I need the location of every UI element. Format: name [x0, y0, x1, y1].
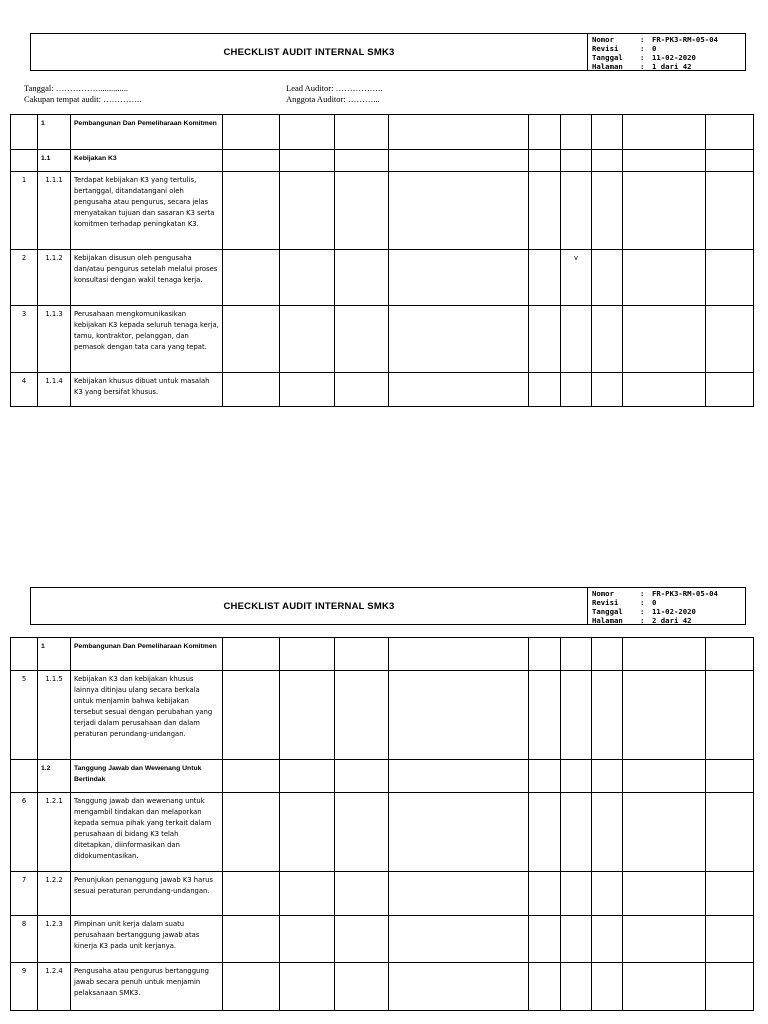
section-row — [11, 115, 754, 150]
table-row — [11, 172, 754, 250]
item-text: Pimpinan unit kerja dalam suatu perusahaan bertanggung jawab atas kinerja K3 pada unit kerjanya. — [71, 916, 223, 963]
item-number: 8 — [11, 916, 38, 963]
audit-date-field: Tanggal: …………….............. — [24, 83, 128, 93]
item-text: Kebijakan K3 dan kebijakan khusus lainnya ditinjau ulang secara berkala untuk menjamin bahwa kebijakan tersebut sesuai dengan perubahan yang terjadi dalam perusahaan dan dalam peraturan perundang-undangan. — [71, 671, 223, 760]
halaman-value: 2 dari 42 — [652, 616, 692, 625]
item-number: 3 — [11, 306, 38, 373]
section-title: Pembangunan Dan Pemeliharaan Komitmen — [71, 115, 223, 150]
subsection-code: 1.2 — [38, 760, 71, 793]
section-row — [11, 638, 754, 671]
check-mark[interactable] — [561, 872, 592, 916]
check-mark[interactable] — [561, 306, 592, 373]
item-code: 1.1.2 — [38, 250, 71, 306]
halaman-label: Halaman — [592, 62, 623, 71]
revisi-value: 0 — [652, 598, 657, 607]
item-code: 1.1.1 — [38, 172, 71, 250]
document-meta: Nomor : FR-PK3-RM-05-04 Revisi : 0 Tanggal : 11-02-2020 Halaman : 2 dari 42 — [587, 588, 745, 624]
document-title: CHECKLIST AUDIT INTERNAL SMK3 — [223, 600, 395, 612]
checklist-table-2 — [10, 637, 754, 1011]
item-code: 1.2.3 — [38, 916, 71, 963]
item-code: 1.2.4 — [38, 963, 71, 1011]
nomor-value: FR-PK3-RM-05-04 — [652, 589, 718, 598]
table-row — [11, 793, 754, 872]
item-code: 1.1.3 — [38, 306, 71, 373]
audit-member-field: Anggota Auditor: ………... — [286, 94, 380, 104]
check-mark[interactable] — [561, 172, 592, 250]
item-text: Pengusaha atau pengurus bertanggung jawab secara penuh untuk menjamin pelaksanaan SMK3. — [71, 963, 223, 1011]
item-number: 1 — [11, 172, 38, 250]
document-header — [30, 587, 746, 625]
table-row — [11, 671, 754, 760]
section-code: 1 — [38, 638, 71, 671]
item-text: Tanggung jawab dan wewenang untuk mengambil tindakan dan melaporkan kepada semua pihak yang terkait dalam perusahaan di bidang K3 telah ditetapkan, diinformasikan dan didokumentasikan. — [71, 793, 223, 872]
halaman-label: Halaman — [592, 616, 623, 625]
item-text: Perusahaan mengkomunikasikan kebijakan K3 kepada seluruh tenaga kerja, tamu, kontraktor, pelanggan, dan pemasok dengan tata cara yang tepat. — [71, 306, 223, 373]
item-number: 7 — [11, 872, 38, 916]
table-row — [11, 373, 754, 407]
item-code: 1.1.5 — [38, 671, 71, 760]
section-code: 1 — [38, 115, 71, 150]
item-text: Penunjukan penanggung jawab K3 harus sesuai peraturan perundang-undangan. — [71, 872, 223, 916]
check-mark[interactable] — [561, 916, 592, 963]
subsection-row — [11, 760, 754, 793]
revisi-label: Revisi — [592, 44, 619, 53]
nomor-label: Nomor — [592, 589, 614, 598]
item-text: Kebijakan khusus dibuat untuk masalah K3 yang bersifat khusus. — [71, 373, 223, 407]
revisi-value: 0 — [652, 44, 657, 53]
table-row — [11, 872, 754, 916]
item-number: 2 — [11, 250, 38, 306]
item-text: Terdapat kebijakan K3 yang tertulis, bertanggal, ditandatangani oleh pengusaha atau pengurus, secara jelas menyatakan tujuan dan sasaran K3 serta komitmen terhadap peningkatan K3. — [71, 172, 223, 250]
tanggal-label: Tanggal — [592, 607, 623, 616]
item-number: 6 — [11, 793, 38, 872]
subsection-title: Kebijakan K3 — [71, 150, 223, 172]
tanggal-value: 11-02-2020 — [652, 607, 696, 616]
tanggal-value: 11-02-2020 — [652, 53, 696, 62]
item-code: 1.2.1 — [38, 793, 71, 872]
document-meta: Nomor : FR-PK3-RM-05-04 Revisi : 0 Tanggal : 11-02-2020 Halaman : 1 dari 42 — [587, 34, 745, 70]
item-number: 4 — [11, 373, 38, 407]
audit-scope-field: Cakupan tempat audit: ………….. — [24, 94, 142, 104]
table-row — [11, 250, 754, 306]
check-mark[interactable] — [561, 671, 592, 760]
checklist-page-2 — [0, 560, 768, 1024]
nomor-value: FR-PK3-RM-05-04 — [652, 35, 718, 44]
nomor-label: Nomor — [592, 35, 614, 44]
item-number: 9 — [11, 963, 38, 1011]
document-title: CHECKLIST AUDIT INTERNAL SMK3 — [223, 46, 395, 58]
table-row — [11, 306, 754, 373]
item-code: 1.1.4 — [38, 373, 71, 407]
revisi-label: Revisi — [592, 598, 619, 607]
document-header — [30, 33, 746, 71]
subsection-title: Tanggung Jawab dan Wewenang Untuk Bertindak — [71, 760, 223, 793]
check-mark[interactable]: v — [561, 250, 592, 306]
check-mark[interactable] — [561, 373, 592, 407]
check-mark[interactable] — [561, 793, 592, 872]
subsection-row — [11, 150, 754, 172]
subsection-code: 1.1 — [38, 150, 71, 172]
table-row — [11, 963, 754, 1011]
item-number: 5 — [11, 671, 38, 760]
item-code: 1.2.2 — [38, 872, 71, 916]
item-text: Kebijakan disusun oleh pengusaha dan/atau pengurus setelah melalui proses konsultasi dengan wakil tenaga kerja. — [71, 250, 223, 306]
table-row — [11, 916, 754, 963]
section-title: Pembangunan Dan Pemeliharaan Komitmen — [71, 638, 223, 671]
checklist-table-1 — [10, 114, 754, 407]
halaman-value: 1 dari 42 — [652, 62, 692, 71]
check-mark[interactable] — [561, 963, 592, 1011]
tanggal-label: Tanggal — [592, 53, 623, 62]
lead-auditor-field: Lead Auditor: …………….. — [286, 83, 383, 93]
